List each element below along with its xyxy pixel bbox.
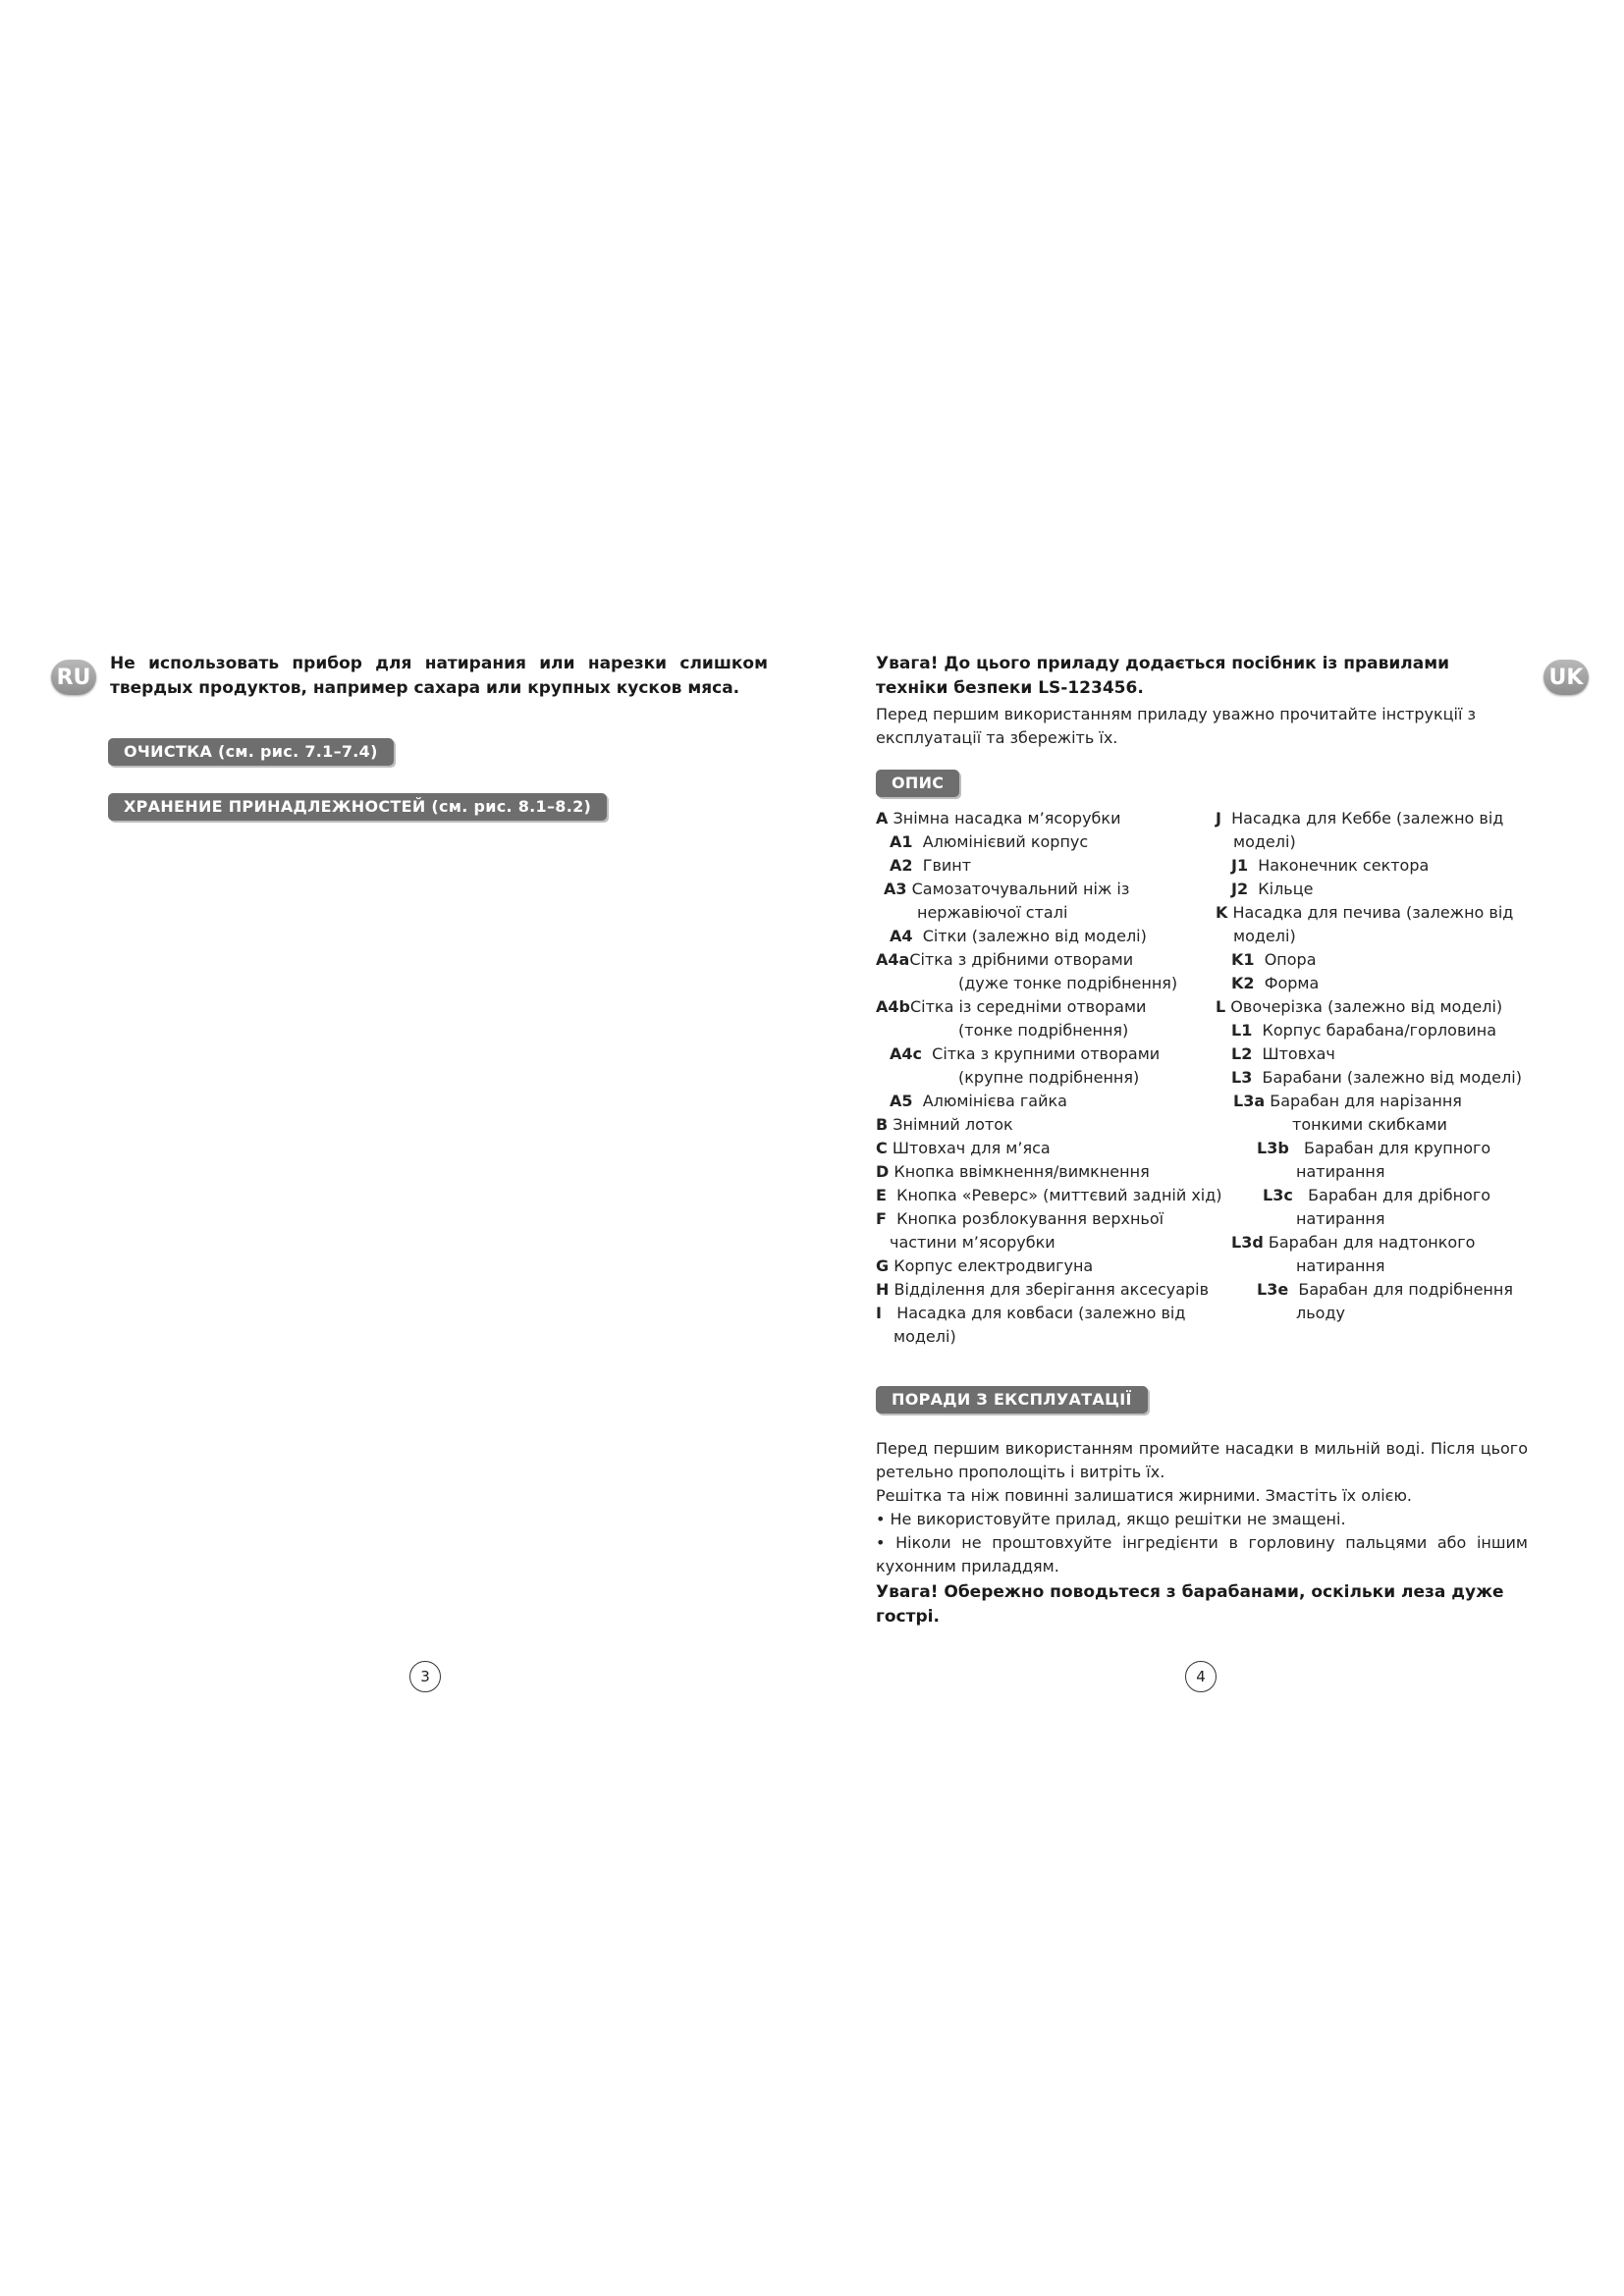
uk-safety-warning: Увага! До цього приладу додається посібник із правилами техніки безпеки LS-123456.: [876, 654, 1450, 698]
list-item: L3a Барабан для нарізання: [1233, 1092, 1462, 1110]
ru-storage-heading: ХРАНЕНИЕ ПРИНАДЛЕЖНОСТЕЙ (см. рис. 8.1–8.2): [108, 793, 607, 821]
list-item: A2 Гвинт: [890, 856, 972, 875]
list-item: A Знімна насадка м’ясорубки: [876, 809, 1121, 828]
list-item: G Корпус електродвигуна: [876, 1256, 1094, 1275]
list-item: натирання: [1296, 1256, 1385, 1275]
list-item: H Відділення для зберігання аксесуарів: [876, 1280, 1210, 1299]
uk-language-badge: UK: [1543, 660, 1589, 695]
list-item: J2 Кільце: [1231, 880, 1314, 898]
list-item: натирання: [1296, 1209, 1385, 1228]
list-item: L Овочерізка (залежно від моделі): [1216, 997, 1503, 1016]
ru-warning-text: Не использовать прибор для натирания или нарезки слишком твердых продуктов, например сахара или крупных кусков мяса.: [110, 654, 768, 698]
list-item: L2 Штовхач: [1231, 1044, 1335, 1063]
uk-tips-grease-note: Решітка та ніж повинні залишатися жирними. Змастіть їх олією.: [876, 1486, 1413, 1505]
list-item: L3e Барабан для подрібнення: [1257, 1280, 1513, 1299]
list-item: J Насадка для Кеббе (залежно від: [1216, 809, 1504, 828]
list-item: (тонке подрібнення): [958, 1021, 1129, 1040]
list-item: тонкими скибками: [1292, 1115, 1447, 1134]
list-item: D Кнопка ввімкнення/вимкнення: [876, 1162, 1150, 1181]
uk-description-heading: ОПИС: [876, 770, 959, 797]
list-item: A4bСітка із середніми отворами: [876, 997, 1147, 1016]
list-item: A1 Алюмінієвий корпус: [890, 832, 1089, 851]
list-item: L3 Барабани (залежно від моделі): [1231, 1068, 1522, 1087]
uk-intro-text: Перед першим використанням приладу уважно прочитайте інструкції з експлуатації та збережіть їх.: [876, 705, 1476, 747]
list-item: моделі): [893, 1327, 956, 1346]
list-item: K2 Форма: [1231, 974, 1320, 992]
list-item: натирання: [1296, 1162, 1385, 1181]
list-item: L3c Барабан для дрібного: [1263, 1186, 1491, 1204]
list-item: L3d Барабан для надтонкого: [1231, 1233, 1476, 1252]
list-item: A4aСітка з дрібними отворами: [876, 950, 1134, 969]
list-item: K Насадка для печива (залежно від: [1216, 903, 1514, 922]
list-item: (дуже тонке подрібнення): [958, 974, 1178, 992]
list-item: моделі): [1233, 832, 1296, 851]
list-item: B Знімний лоток: [876, 1115, 1013, 1134]
list-item: A4c Сітка з крупними отворами: [890, 1044, 1161, 1063]
list-item: K1 Опора: [1231, 950, 1317, 969]
list-item: моделі): [1233, 927, 1296, 945]
uk-tips-heading: ПОРАДИ З ЕКСПЛУАТАЦІЇ: [876, 1386, 1148, 1414]
uk-tips-bullet-fingers: • Ніколи не проштовхуйте інгредієнти в горловину пальцями або іншим кухонним приладдям.: [876, 1533, 1528, 1575]
uk-tips-bullet-grease: • Не використовуйте прилад, якщо решітки не змащені.: [876, 1510, 1346, 1528]
list-item: A3 Самозаточувальний ніж із: [884, 880, 1130, 898]
uk-blades-warning: Увага! Обережно поводьтеся з барабанами, оскільки леза дуже гострі.: [876, 1582, 1504, 1627]
ru-language-badge: RU: [51, 660, 96, 695]
list-item: L1 Корпус барабана/горловина: [1231, 1021, 1497, 1040]
list-item: A4 Сітки (залежно від моделі): [890, 927, 1147, 945]
list-item: A5 Алюмінієва гайка: [890, 1092, 1067, 1110]
list-item: льоду: [1296, 1304, 1345, 1322]
list-item: L3b Барабан для крупного: [1257, 1139, 1491, 1157]
list-item: C Штовхач для м’яса: [876, 1139, 1051, 1157]
list-item: нержавіючої сталі: [917, 903, 1068, 922]
list-item: (крупне подрібнення): [958, 1068, 1140, 1087]
ru-page-number: 3: [409, 1661, 441, 1692]
uk-tips-paragraph: Перед першим використанням промийте насадки в мильній воді. Після цього ретельно прополощіть і витріть їх.: [876, 1439, 1528, 1481]
list-item: I Насадка для ковбаси (залежно від: [876, 1304, 1186, 1322]
list-item: F Кнопка розблокування верхньої: [876, 1209, 1164, 1228]
list-item: J1 Наконечник сектора: [1231, 856, 1430, 875]
uk-page-number: 4: [1185, 1661, 1217, 1692]
list-item: частини м’ясорубки: [890, 1233, 1056, 1252]
ru-cleaning-heading: ОЧИСТКА (см. рис. 7.1–7.4): [108, 738, 394, 766]
list-item: E Кнопка «Реверс» (миттєвий задній хід): [876, 1186, 1222, 1204]
